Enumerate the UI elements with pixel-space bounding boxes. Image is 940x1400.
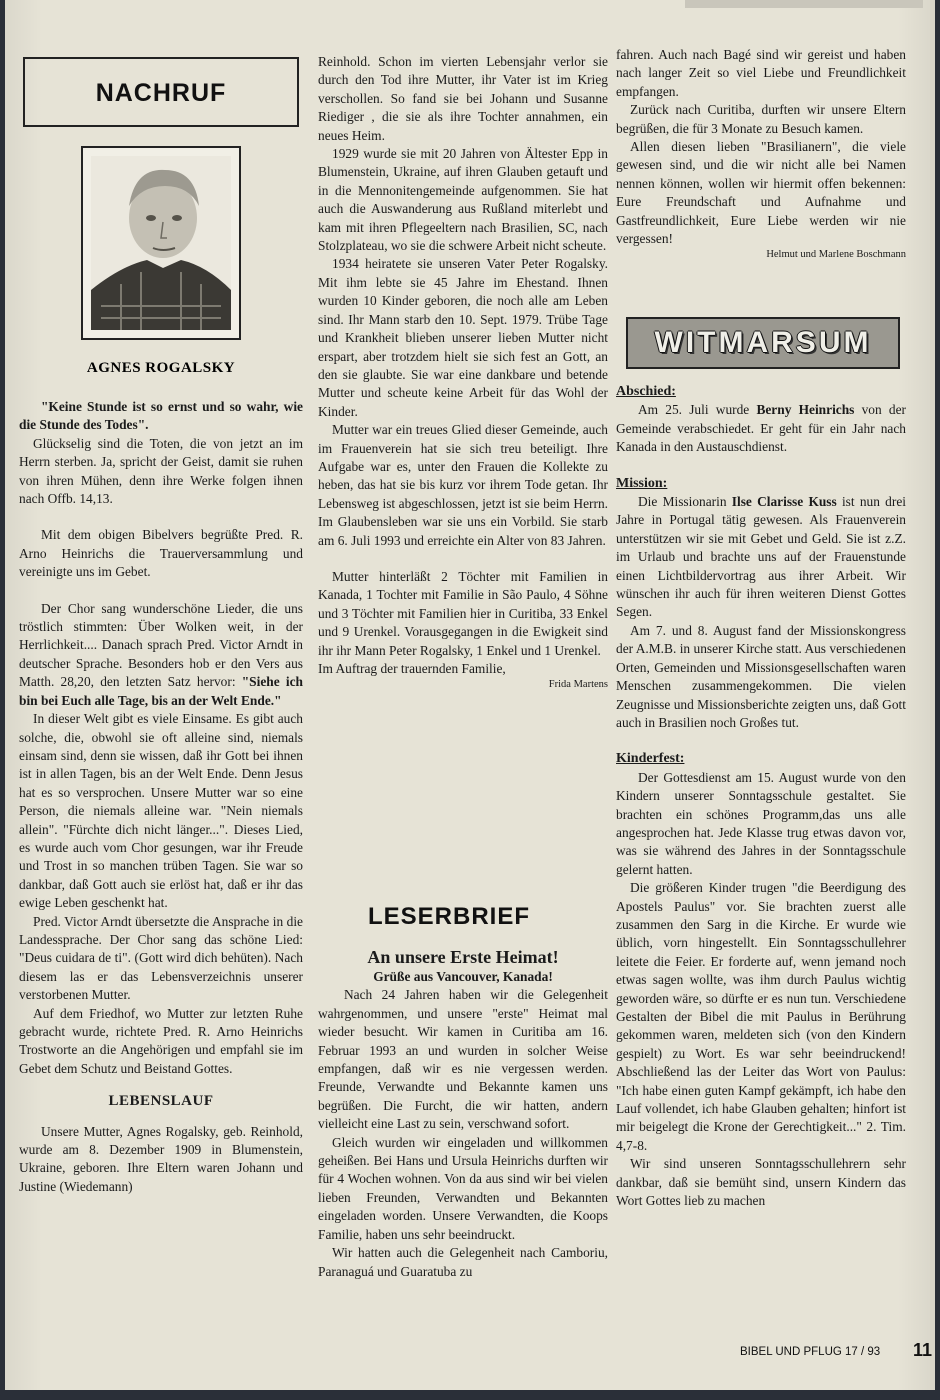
column-3-news: [616, 383, 906, 1210]
witmarsum-heading-box: [626, 317, 900, 369]
paragraph: Mit dem obigen Bibelvers begrüßte Pred. R. Arno Heinrichs die Trauerversammlung und vereinigte uns im Gebet.: [19, 527, 303, 580]
paragraph: fahren. Auch nach Bagé sind wir gereist und haben nach langer Zeit so viel Liebe und Freundlichkeit empfangen.: [616, 47, 906, 99]
paragraph: Mutter war ein treues Glied dieser Gemeinde, auch im Frauenverein hat sie sich treu beteiligt. Ihre Aufgabe war es, unter den Frauen die Kollekte zu heben, das hat sie bis kurz vor ihrem Tode getan. Ihr Lebensweg ist abgeschlossen, jetzt ist sie beim Herrn. Im Glaubensleben war sie uns ein Vorbild. Sie starb am 6. Juli 1993 und erreichte ein Alter von 83 Jahren.: [318, 422, 608, 548]
signature: Helmut und Marlene Boschmann: [766, 249, 906, 261]
top-strip: [685, 0, 923, 8]
paragraph: Allen diesen lieben "Brasilianern", die viele gewesen sind, und die wir nicht alle bei Namen nennen können, wollen wir hiermit offen bekennen: Eure Freundschaft und Aufnahme und Gastfreundlichkeit, Eure Liebe werden wir nie vergessen!: [616, 139, 906, 247]
text-run: von der Gemeinde verabschiedet. Er geht für ein Jahr nach Kanada in den Austauschdienst.: [616, 402, 906, 455]
paragraph: Wir sind unseren Sonntagsschullehrern sehr dankbar, daß sie bemüht sind, unsern Kindern das Wort Gottes lieb zu machen: [616, 1156, 906, 1209]
paragraph: Pred. Victor Arndt übersetzte die Ansprache in die Landessprache. Der Chor sang das schöne Lied: "Deus cuidara de ti". (Gott wird dich behüten). Nach diesem las er das Lebensverzeichnis unserer verstorbenen Mutter.: [19, 913, 303, 1003]
paragraph: 1934 heiratete sie unseren Vater Peter Rogalsky. Mit ihm lebte sie 45 Jahre im Ehestand. Ihnen wurden 10 Kinder geboren, die noch alle am Leben sind. Ihr Mann starb den 10. Sept. 1979. Trübe Tage und Krankheit blieben unserer lieben Mutter nicht erspart, aber trotzdem hielt sie sich fest an Gott, an den sie glaubte. Sie war eine dankbare und betende Mutter und scheute keine Arbeit für das Wohl der Kinder.: [318, 256, 608, 419]
paragraph: Unsere Mutter, Agnes Rogalsky, geb. Reinhold, wurde am 8. Dezember 1909 in Blumenstein, Ukraine, geboren. Ihre Eltern waren Johann und Justine (Wiedemann): [19, 1123, 303, 1194]
letter-title: An unsere Erste Heimat!: [367, 947, 559, 967]
opening-quote: "Keine Stunde ist so ernst und so wahr, wie die Stunde des Todes".: [19, 399, 303, 433]
text-run: Die Missionarin: [638, 494, 732, 510]
paragraph: [19, 600, 303, 710]
paragraph: Nach 24 Jahren haben wir die Gelegenheit wahrgenommen, und unsere "erste" Heimat mal wieder besucht. Wir kamen in Curitiba am 16. Februar 1993 an und wurden in solcher Weise empfangen, daß wir es nie vergessen werden. Freunde, Verwandte und Bekannte kamen uns begrüßen. Die Furcht, die wir hatten, andern vielleicht eine Last zu sein, verschwand sofort.: [318, 987, 608, 1132]
paragraph: Der Gottesdienst am 15. August wurde von den Kindern unserer Sonntagsschule gestaltet. Sie brachten ein schönes Programm,das uns alle angesprochen hat. Jede Klasse trug etwas davon vor, was sie während des Jahres in der Sonntagsschule gelernt hatten.: [616, 769, 906, 877]
text-run: Der Chor sang wunderschöne Lieder, die uns tröstlich stimmten: Über Wolken weit, in der Herrlichkeit.... Danach sprach Pred. Victor Arndt in deutscher Sprache. Besonders hob er den Vers aus Matth. 28,20, den letzten Satz hervor:: [19, 600, 303, 690]
text-run: ist nun drei Jahre in Portugal tätig gewesen. Als Frauenverein unterstützen wir sie mit Gebet und Geld. Sie ist z.Z. im Urlaub und brachte uns auf der Frauenstunde einen Lichtbildervortrag aus ihrer Arbeit. Wir wünschen ihr auch für ihren weiteren Dienst Gottes Segen.: [616, 494, 906, 620]
paragraph: Auf dem Friedhof, wo Mutter zur letzten Ruhe gebracht wurde, richtete Pred. R. Arno Heinrichs Trostworte an die Angehörigen und empfahl sie im Gebet dem Schutz und Beistand Gottes.: [19, 1005, 303, 1076]
nachruf-heading: NACHRUF: [95, 79, 227, 107]
bible-quote: "Siehe ich bin bei Euch alle Tage, bis an der Welt Ende.": [19, 674, 303, 708]
paragraph: [616, 493, 906, 622]
paragraph: Gleich wurden wir eingeladen und willkommen geheißen. Bei Hans und Ursula Heinrichs durften wir für 4 Wochen wohnen. Von da aus sind wir bei vielen lieben Freunden, Verwandten und Bekannten eingeladen worden. Unsere Verwandten, die Koops Familie, haben uns sehr beeindruckt.: [318, 1134, 608, 1242]
deceased-name: AGNES ROGALSKY: [86, 360, 236, 376]
paragraph: Glückselig sind die Toten, die von jetzt an im Herrn sterben. Ja, spricht der Geist, damit sie ruhen von ihren Mühen, denn ihre Werke folgen ihnen nach Offb. 14,13.: [19, 435, 303, 507]
letter-subtitle: Grüße aus Vancouver, Kanada!: [373, 969, 553, 984]
paragraph: Zurück nach Curitiba, durften wir unsere Eltern begrüßen, die für 3 Monate zu Besuch kamen.: [616, 102, 906, 136]
column-2: [318, 53, 608, 692]
text-run: Am 25. Juli wurde: [638, 402, 757, 418]
kinderfest-subheading: Kinderfest:: [616, 751, 685, 767]
paragraph: Wir hatten auch die Gelegenheit nach Camboriu, Paranaguá und Guaratuba zu: [318, 1245, 608, 1279]
newspaper-page: [5, 0, 935, 1390]
paragraph: In dieser Welt gibt es viele Einsame. Es gibt auch solche, die, obwohl sie oft alleine sind, niemals einsam sind, denn sie wissen, daß ihr Gott bei ihnen ist in allen Tagen, bis an der Welt Ende. Denn Jesus hat es so versprochen. Unsere Mutter war so eine Person, die niemals alleine war. "Nein niemals allein". "Fürchte dich nicht länger...". Dieses Lied, es wurde auch vom Chor gesungen, war ihr Freude und Trost in so manchen trüben Tagen. Sie war so dankbar, daß Gott auch sie erlöst hat, daß er ihr das ewige Leben geschenkt hat.: [19, 711, 303, 911]
nachruf-heading-box: [23, 57, 299, 127]
person-name: Ilse Clarisse Kuss: [731, 494, 837, 510]
paragraph: Im Auftrag der trauernden Familie,: [318, 661, 506, 676]
paragraph: [616, 401, 906, 456]
leserbrief-heading: LESERBRIEF: [368, 903, 531, 930]
publication-footer: BIBEL UND PFLUG 17 / 93: [740, 1346, 881, 1358]
mission-subheading: Mission:: [616, 475, 668, 491]
paragraph: 1929 wurde sie mit 20 Jahren von Ältester Epp in Blumenstein, Ukraine, auf ihren Glauben getauft und in die Mennonitengemeinde aufgenommen. Sie hat auch die Auswanderung aus Rußland miterlebt und kam mit ihren Pflegeeltern nach Brasilien, SC, nach Stolzplateau, wo sie die schwere Arbeit nicht scheute.: [318, 146, 608, 254]
paragraph: Am 7. und 8. August fand der Missionskongress der A.M.B. in unserer Kirche statt. Aus verschiedenen Orten, Gemeinden und Missionsgesellschaften waren Menschen zusammengekommen. Die vielen Zeugnisse und Missionsberichte zeigten uns, daß Gott auch in Brasilien noch Großes tut.: [616, 622, 906, 730]
lebenslauf-heading: LEBENSLAUF: [108, 1093, 214, 1110]
witmarsum-heading: WITMARSUM: [654, 326, 872, 359]
column-3: [616, 46, 906, 262]
portrait-photo: [81, 146, 241, 340]
paragraph: Reinhold. Schon im vierten Lebensjahr verlor sie durch den Tod ihre Mutter, ihr Vater ist im Krieg verschollen. So fand sie bei Johann und Susanne Riediger , die sie als ihre Tochter annahmen, ein neues Heim.: [318, 54, 608, 143]
portrait-image: [91, 156, 231, 330]
page-number: 11: [913, 1340, 933, 1360]
column-1: [19, 398, 303, 1196]
paragraph: Mutter hinterläßt 2 Töchter mit Familien in Kanada, 1 Tochter mit Familie in São Paulo, 4 Söhne und 3 Töchter mit Familien hier in Curitiba, 33 Enkel und 9 Urenkel. Vorausgegangen in die Ewigkeit sind ihr ihr Mann Peter Rogalsky, 1 Enkel und 1 Urenkel.: [318, 568, 608, 658]
signature: Frida Martens: [548, 679, 608, 691]
paragraph: Die größeren Kinder trugen "die Beerdigung des Apostels Paulus" vor. Sie brachten zuerst alle zusammen den Sarg in die Kirche. Er wurde wie üblich, vorn hingestellt. Ein Sonntagsschullehrer leitete die Feier. Er forderte auf, wenn jemand noch etwas sagen wollte, was ihm durch Paulus wichtig geworden wäre, so dürfte er es nun tun. Verschiedene Gestalten der Bibel die mit Paulus in Berührung gekommen waren, meldeten sich (von den Kindern gespielt) zu Wort. Es war sehr beeindruckend! Abschließend las der Leiter das Wort von Paulus: "Ich habe einen guten Kampf gekämpft, ich habe den Lauf vollendet, ich habe Glauben gehalten; hinfort ist mir beigelegt die Krone der Gerechtigkeit..." 2. Tim. 4,7-8.: [616, 880, 906, 1153]
abschied-subheading: Abschied:: [616, 384, 676, 399]
person-name: Berny Heinrichs: [756, 402, 855, 418]
column-2-letter: [318, 946, 608, 1281]
